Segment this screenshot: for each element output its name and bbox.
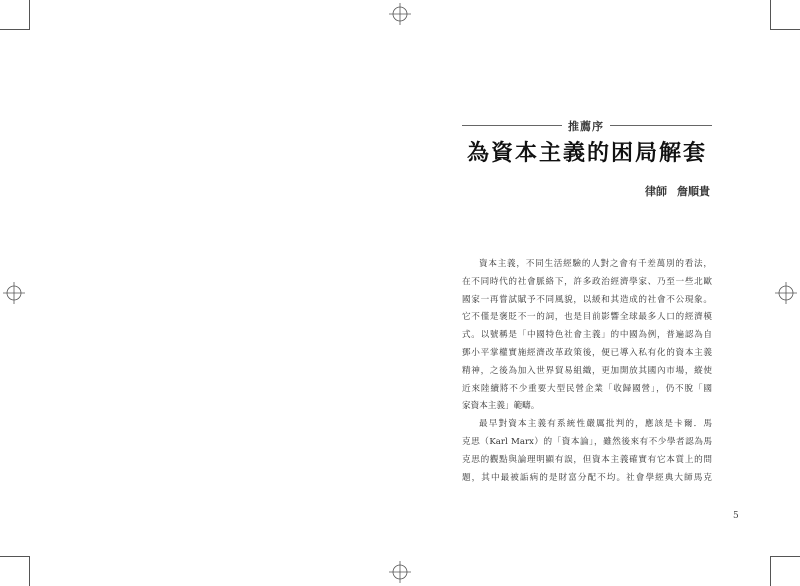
crop-mark [29,0,30,30]
section-eyebrow [462,118,712,132]
author-role: 律師 [645,185,667,198]
eyebrow-rule-left [462,125,562,126]
registration-mark-icon [389,3,411,25]
eyebrow-label: 推薦序 [568,120,604,133]
text-line: 家資本主義」範疇。 [462,401,540,412]
crop-mark [770,0,771,30]
eyebrow-rule-right [610,125,712,126]
text-line: 鄧小平掌權實施經濟改革政策後，便已導入私有化的資本主義 [462,347,712,358]
text-line: 精神，之後為加入世界貿易組織，更加開放其國內市場，縱使 [462,365,712,376]
registration-mark-icon [389,561,411,583]
text-line: 最早對資本主義有系統性嚴厲批判的，應該是卡爾．馬 [479,419,712,430]
body-paragraphs [462,256,712,487]
registration-mark-icon [775,282,797,304]
text-line: 它不僅是褒貶不一的詞，也是目前影響全球最多人口的經濟模 [462,312,712,323]
crop-mark [0,29,30,30]
crop-mark [29,556,30,586]
text-line: 資本主義，不同生活經驗的人對之會有千差萬別的看法， [479,259,712,269]
author-name: 詹順貴 [677,185,710,198]
text-line: 近來陸續將不少重要大型民營企業「收歸國營」，仍不脫「國 [462,383,712,394]
text-line: 式。以號稱是「中國特色社會主義」的中國為例，普遍認為自 [462,330,712,341]
crop-mark [770,29,800,30]
page-number: 5 [733,511,739,521]
text-line: 國家一再嘗試賦予不同風貌，以緩和其造成的社會不公現象。 [462,294,712,305]
author-byline [560,183,710,199]
page-title: 為資本主義的困局解套 [466,141,707,166]
text-line: 克思的觀點與論理明顯有誤，但資本主義確實有它本質上的問 [462,454,712,465]
text-line: 克思（Karl Marx）的「資本論」，雖然後來有不少學者認為馬 [462,436,712,447]
registration-mark-icon [3,282,25,304]
text-line: 題，其中最被詬病的是財富分配不均。社會學經典大師馬克 [462,472,712,483]
crop-mark [770,556,771,586]
text-line: 在不同時代的社會脈絡下，許多政治經濟學家、乃至一些北歐 [462,276,712,287]
crop-mark [0,556,30,557]
crop-mark [770,556,800,557]
